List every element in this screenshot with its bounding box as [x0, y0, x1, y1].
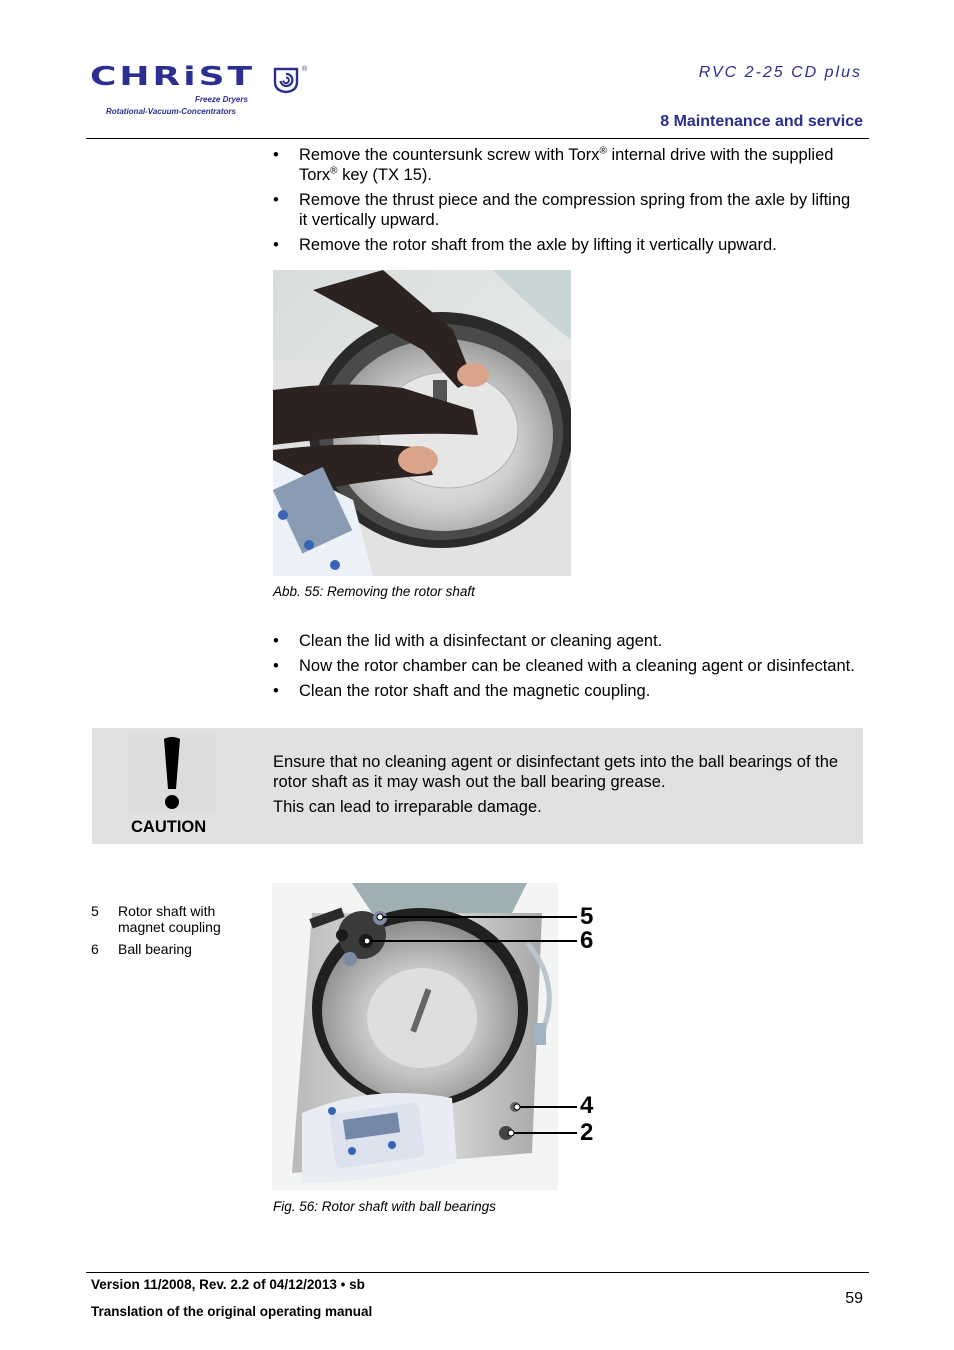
callout-leader-lines: [365, 905, 585, 1145]
caution-line-1: Ensure that no cleaning agent or disinfectant gets into the ball bearings of the rotor shaft as it may wash out the ball bearing grease.: [273, 753, 839, 791]
list-item: • Clean the lid with a disinfectant or cleaning agent.: [273, 631, 863, 651]
header-divider: [86, 138, 869, 139]
callout-label-4: 4: [580, 1092, 594, 1119]
caution-message: [273, 752, 858, 822]
procedure-steps-2: [273, 631, 863, 706]
brand-logo-wordmark: CHRiST: [90, 61, 256, 92]
legend-item: 5 Rotor shaft with magnet coupling: [91, 903, 221, 935]
footer-divider: [86, 1272, 869, 1273]
caution-line-2: This can lead to irreparable damage.: [273, 798, 542, 816]
footer-translation-note: Translation of the original operating manual: [91, 1304, 373, 1319]
logo-subtitle-rvc: Rotational-Vacuum-Concentrators: [106, 107, 236, 116]
legend-item: 6 Ball bearing: [91, 941, 192, 957]
callout-label-6: 6: [580, 927, 594, 954]
list-item: • Remove the thrust piece and the compression spring from the axle by lifting it vertically upward.: [273, 190, 863, 230]
callout-label-5: 5: [580, 903, 594, 930]
page-number: 59: [845, 1290, 863, 1307]
figure-caption-55: Abb. 55: Removing the rotor shaft: [273, 584, 475, 599]
callout-label-2: 2: [580, 1119, 594, 1146]
logo-subtitle-freeze-dryers: Freeze Dryers: [195, 95, 248, 104]
product-name: RVC 2-25 CD plus: [698, 64, 862, 81]
photo-removing-rotor-shaft: [273, 270, 571, 576]
list-item: • Remove the countersunk screw with Torx® internal drive with the supplied Torx® key (TX 15).: [273, 145, 863, 185]
section-title: 8 Maintenance and service: [660, 113, 863, 130]
figure-legend: [91, 903, 261, 963]
registered-mark: ®: [302, 66, 308, 73]
list-item: • Now the rotor chamber can be cleaned with a cleaning agent or disinfectant.: [273, 656, 863, 676]
brand-emblem-icon: [272, 66, 300, 94]
exclamation-warning-icon: [128, 733, 216, 813]
list-item: • Remove the rotor shaft from the axle by lifting it vertically upward.: [273, 235, 863, 255]
figure-caption-56: Fig. 56: Rotor shaft with ball bearings: [273, 1199, 496, 1214]
footer-version: Version 11/2008, Rev. 2.2 of 04/12/2013 • sb: [91, 1277, 365, 1292]
caution-label: CAUTION: [131, 818, 207, 836]
list-item: • Clean the rotor shaft and the magnetic coupling.: [273, 681, 863, 701]
procedure-steps-1: [273, 145, 863, 260]
